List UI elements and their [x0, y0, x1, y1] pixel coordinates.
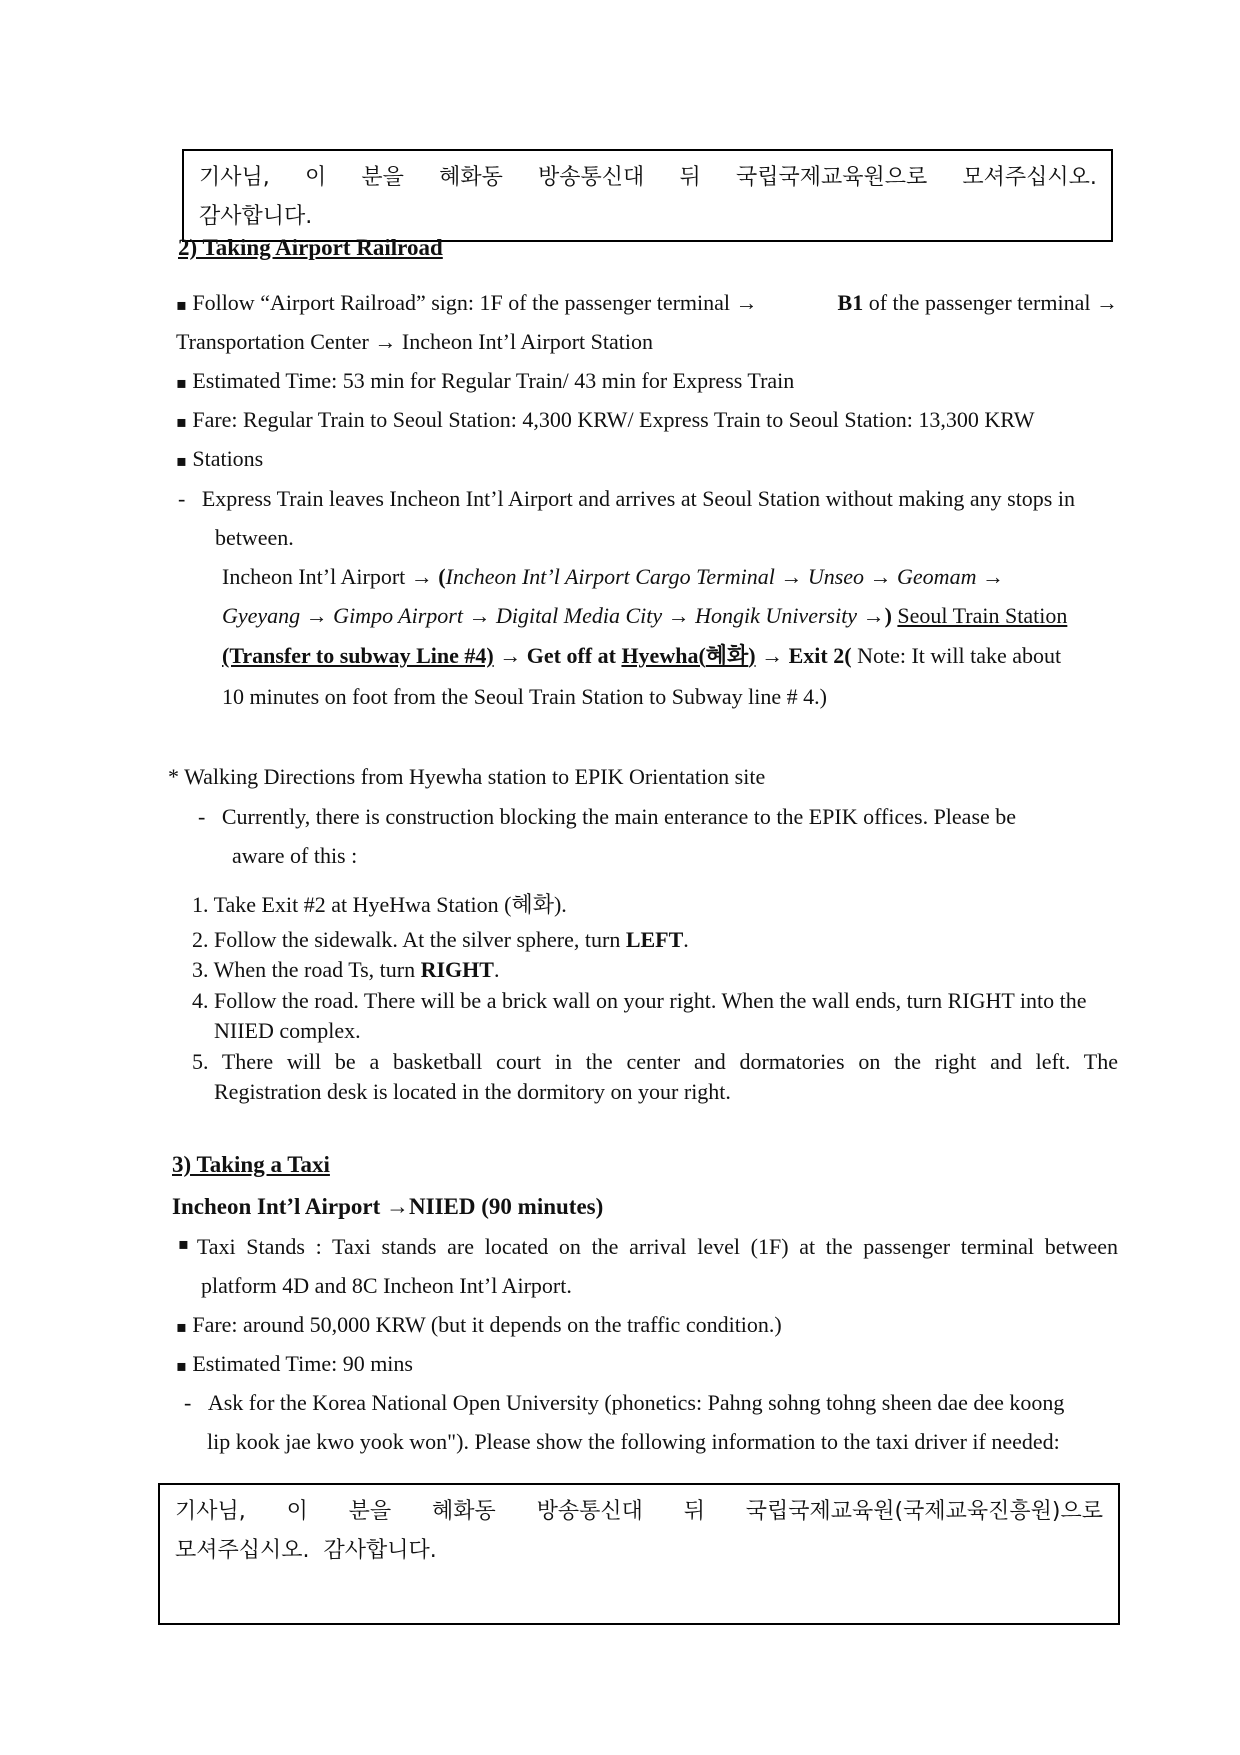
walking-step-4-line-1: 4. Follow the road. There will be a brick wall on your right. When the wall ends, turn RIGHT into the — [192, 988, 1087, 1013]
korean-word: 기사님, — [175, 1499, 246, 1524]
railroad-time: ▪ Estimated Time: 53 min for Regular Train/ 43 min for Express Train — [176, 368, 795, 393]
route-line-1: Incheon Int’l Airport → (Incheon Int’l Airport Cargo Terminal → Unseo → Geomam → — [222, 564, 1004, 589]
korean-word: 뒤 — [679, 165, 701, 190]
construction-notice-line-1: - Currently, there is construction blocking the main enterance to the EPIK offices. Please be — [198, 804, 1017, 829]
korean-word: 모셔주십시오. — [962, 165, 1097, 190]
taxi-ask-line-2: lip kook jae kwo yook won"). Please show the following information to the taxi driver if needed: — [207, 1429, 1060, 1454]
bullet-icon: ▪ — [176, 295, 187, 314]
dash-icon: - — [178, 486, 186, 511]
bullet-icon: ▪ — [176, 1356, 187, 1375]
railroad-stations-label: ▪ Stations — [176, 446, 264, 471]
korean-note-box-top — [182, 149, 1113, 242]
korean-word: 이 — [286, 1499, 308, 1524]
bullet-icon: ▪ — [176, 1317, 187, 1336]
walking-step-3: 3. When the road Ts, turn RIGHT. — [192, 957, 500, 982]
korean-note-line-2: 모셔주십시오. 감사합니다. — [175, 1538, 437, 1563]
express-note-line-2: between. — [215, 525, 294, 550]
route-line-4: 10 minutes on foot from the Seoul Train Station to Subway line # 4.) — [222, 684, 827, 709]
route-line-2: Gyeyang → Gimpo Airport → Digital Media City → Hongik University →) Seoul Train Station — [222, 603, 1068, 628]
bullet-icon: ▪ — [176, 412, 187, 431]
korean-word: 분을 — [361, 165, 404, 190]
korean-note-line-2: 감사합니다. — [199, 204, 313, 229]
bullet-icon: ▪ — [176, 373, 187, 392]
railroad-fare: ▪ Fare: Regular Train to Seoul Station: 4,300 KRW/ Express Train to Seoul Station: 13,300 KRW — [176, 407, 1035, 432]
korean-word: 혜화동 — [432, 1499, 496, 1524]
section-heading-taxi: 3) Taking a Taxi — [172, 1152, 330, 1177]
korean-word: 뒤 — [683, 1499, 705, 1524]
korean-word: 방송통신대 — [538, 165, 645, 190]
railroad-follow-line-1 — [176, 290, 1118, 316]
taxi-ask-line-1: - Ask for the Korea National Open University (phonetics: Pahng sohng tohng sheen dae dee koong — [184, 1390, 1065, 1415]
korean-note-box-bottom — [158, 1483, 1120, 1625]
korean-word: 국립국제교육원(국제교육진흥원)으로 — [745, 1499, 1103, 1524]
dash-icon: - — [184, 1390, 192, 1415]
route-line-3: (Transfer to subway Line #4) → Get off at Hyewha(혜화) → Exit 2( Note: It will take about — [222, 643, 1062, 669]
walking-step-5-line-2: Registration desk is located in the dormitory on your right. — [214, 1079, 731, 1104]
taxi-stands-line-2: platform 4D and 8C Incheon Int’l Airport. — [201, 1273, 572, 1298]
walking-step-2: 2. Follow the sidewalk. At the silver sphere, turn LEFT. — [192, 927, 689, 952]
korean-word: 혜화동 — [439, 165, 503, 190]
construction-notice-line-2: aware of this : — [232, 843, 358, 868]
walking-step-5-line-1: 5. There will be a basketball court in the center and dormatories on the right and left. The — [192, 1049, 1118, 1074]
korean-note-line-1 — [175, 1499, 1103, 1525]
express-note-line-1: - Express Train leaves Incheon Int’l Airport and arrives at Seoul Station without making any stops in — [178, 486, 1075, 511]
follow-text-a: ▪ Follow “Airport Railroad” sign: 1F of the passenger terminal → — [176, 290, 758, 315]
taxi-route-subheading: Incheon Int’l Airport →NIIED (90 minutes) — [172, 1194, 604, 1219]
taxi-stands-line-1: ▪ Taxi Stands : Taxi stands are located on the arrival level (1F) at the passenger terminal between — [178, 1234, 1118, 1259]
korean-word: 방송통신대 — [536, 1499, 643, 1524]
railroad-follow-line-2: Transportation Center → Incheon Int’l Airport Station — [176, 329, 654, 354]
follow-text-b: B1 of the passenger terminal → — [837, 290, 1118, 315]
korean-word: 기사님, — [199, 165, 270, 190]
section-heading-railroad: 2) Taking Airport Railroad — [178, 235, 443, 260]
bullet-icon: ▪ — [178, 1234, 189, 1253]
taxi-time: ▪ Estimated Time: 90 mins — [176, 1351, 413, 1376]
dash-icon: - — [198, 804, 206, 829]
taxi-fare: ▪ Fare: around 50,000 KRW (but it depends on the traffic condition.) — [176, 1312, 782, 1337]
korean-word: 국립국제교육원으로 — [735, 165, 928, 190]
walking-step-4-line-2: NIIED complex. — [214, 1018, 361, 1043]
walking-step-1: 1. Take Exit #2 at HyeHwa Station (혜화). — [192, 892, 567, 918]
korean-word: 이 — [304, 165, 327, 190]
korean-word: 분을 — [348, 1499, 392, 1524]
korean-note-line-1 — [199, 165, 1097, 191]
bullet-icon: ▪ — [176, 451, 187, 470]
walking-directions-title: * Walking Directions from Hyewha station to EPIK Orientation site — [168, 764, 766, 789]
